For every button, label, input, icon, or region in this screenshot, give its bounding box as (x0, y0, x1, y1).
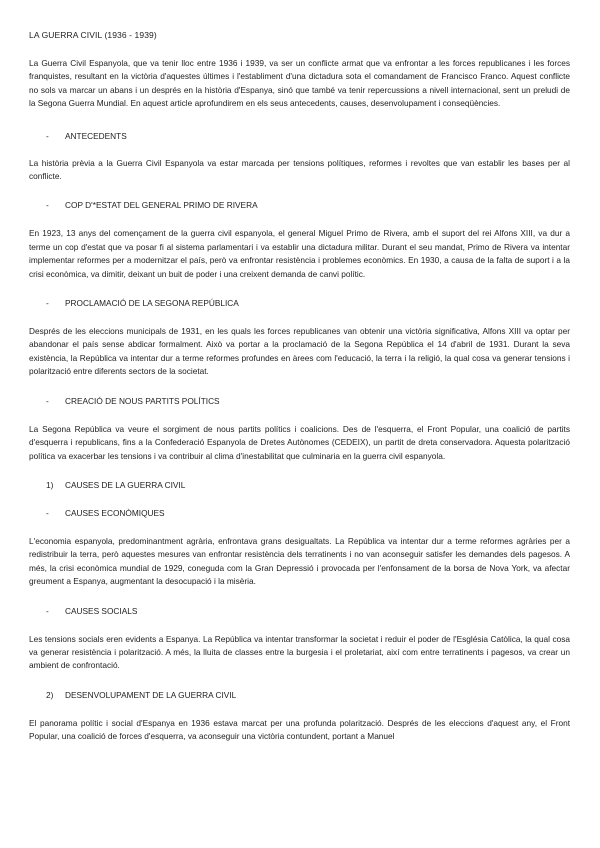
section-heading-antecedents (29, 130, 570, 142)
bullet-marker: - (46, 605, 49, 616)
section-heading-text: DESENVOLUPAMENT DE LA GUERRA CIVIL (65, 689, 237, 700)
section-paragraph-proclamacio: Després de les eleccions municipals de 1931, en les quals les forces republicanes van obtenir una victòria significativa, Alfons XIII va optar per abandonar el país sense abdicar formalment. Això va portar a la proclamació de la Segona República el 14 d'abril de 1931. Durant la seva existència, la República va intentar dur a terme reformes profundes en àrees com l'educació, la terra i la religió, la qual cosa va generar tensions i polarització entre diferents sectors de la societat. (29, 326, 570, 377)
number-marker: 2) (46, 689, 54, 700)
section-heading-proclamacio (29, 297, 570, 309)
section-heading-text: COP D'*ESTAT DEL GENERAL PRIMO DE RIVERA (65, 200, 258, 211)
section-heading-causes-socials (29, 605, 570, 617)
section-paragraph-causes-economiques: L'economia espanyola, predominantment agrària, enfrontava grans desigualtats. La República va intentar dur a terme reformes agràries per a redistribuir la terra, però aquestes mesures van enfrontar resistència dels terratinents i no van aconseguir satisfer les demandes dels pagesos. A més, la crisi econòmica mundial de 1929, coneguda com la Gran Depressió i provocada per l'enfonsament de la borsa de Nova York, va afectar greument a Espanya, augmentant la desocupació i la misèria. (29, 535, 570, 587)
bullet-marker: - (46, 130, 49, 141)
section-heading-text: PROCLAMACIÓ DE LA SEGONA REPÚBLICA (65, 298, 239, 309)
section-heading-text: CAUSES DE LA GUERRA CIVIL (65, 479, 186, 490)
number-marker: 1) (46, 479, 54, 490)
section-heading-causes-economiques (29, 507, 570, 519)
section-heading-causes (29, 479, 570, 491)
section-paragraph-nous-partits: La Segona República va veure el sorgiment de nous partits polítics i coalicions. Des de l'esquerra, el Front Popular, una coalició de partits d'esquerra i republicans, fins a la Confederació Espanyola de Dretes Autònomes (CEDEIX), un partit de dreta conservadora. Aquesta polarització política va exacerbar les tensions i va contribuir al clima d'inestabilitat que culminaria en la guerra civil espanyola. (29, 423, 570, 461)
bullet-marker: - (46, 298, 49, 309)
section-heading-desenvolupament (29, 689, 570, 701)
bullet-marker: - (46, 507, 49, 518)
bullet-marker: - (46, 200, 49, 211)
section-heading-cop-estat (29, 199, 570, 211)
section-heading-nous-partits (29, 395, 570, 407)
intro-paragraph: La Guerra Civil Espanyola, que va tenir lloc entre 1936 i 1939, va ser un conflicte armat que va enfrontar a les forces republicanes i les forces franquistes, resultant en la victòria d'aquestes últimes i l'establiment d'una dictadura sota el comandament de Francisco Franco. Aquest conflicte no sols va marcar un abans i un després en la història d'Espanya, sinó que també va tenir repercussions a nivell internacional, sent un preludi de la Segona Guerra Mundial. En aquest article aprofundirem en els seus antecedents, causes, desenvolupament i conseqüències. (29, 58, 570, 109)
section-heading-text: ANTECEDENTS (65, 130, 127, 141)
section-paragraph-cop-estat: En 1923, 13 anys del començament de la guerra civil espanyola, el general Miguel Primo de Rivera, amb el suport del rei Alfons XIII, va dur a terme un cop d'estat que va posar fi al sistema parlamentari i va establir una dictadura militar. Durant el seu mandat, Primo de Rivera va intentar implementar reformes per a modernitzar el país, però va enfrontar resistència i problemes econòmics. En 1930, a causa de la falta de suport i a la crisi econòmica, va dimitir, deixant un buit de poder i una creixent demanda de canvi polític. (29, 228, 570, 279)
section-heading-text: CAUSES ECONÒMIQUES (65, 507, 165, 518)
section-paragraph-antecedents: La història prèvia a la Guerra Civil Espanyola va estar marcada per tensions polítiques, reformes i revoltes que van establir les bases per al conflicte. (29, 157, 570, 182)
section-paragraph-causes-socials: Les tensions socials eren evidents a Espanya. La República va intentar transformar la societat i reduir el poder de l'Església Catòlica, la qual cosa va generar resistència i polarització. A més, la lluita de classes entre la burgesia i el proletariat, així com entre terratinents i pagesos, va crear un ambient de confrontació. (29, 633, 570, 671)
document-title: LA GUERRA CIVIL (1936 - 1939) (29, 30, 157, 40)
section-paragraph-desenvolupament: El panorama polític i social d'Espanya en 1936 estava marcat per una profunda polarització. Després de les eleccions d'aquest any, el Front Popular, una coalició de forces d'esquerra, va aconseguir una victòria contundent, portant a Manuel (29, 717, 570, 742)
section-heading-text: CAUSES SOCIALS (65, 605, 138, 616)
bullet-marker: - (46, 395, 49, 406)
section-heading-text: CREACIÓ DE NOUS PARTITS POLÍTICS (65, 395, 220, 406)
